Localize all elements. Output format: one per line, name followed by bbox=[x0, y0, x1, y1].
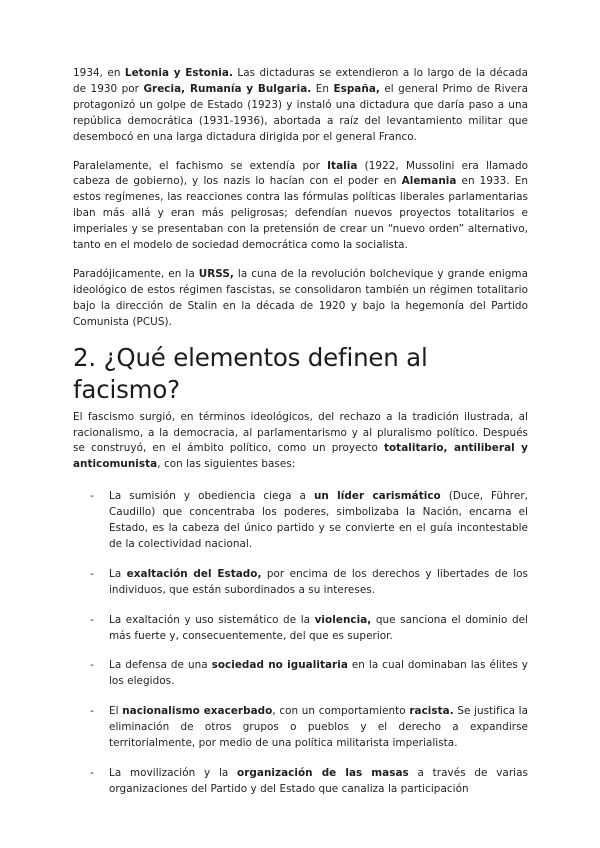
bold-text: exaltación del Estado, bbox=[126, 567, 262, 580]
bullet-dash: - bbox=[90, 767, 94, 779]
bold-text: violencia, bbox=[314, 613, 372, 626]
text: Paradójicamente, en la bbox=[73, 267, 199, 280]
list-item-text bbox=[109, 766, 528, 798]
bold-text: organización de las masas bbox=[237, 767, 409, 779]
bullet-dash: - bbox=[90, 705, 94, 718]
bold-text: Letonia y Estonia. bbox=[124, 67, 233, 79]
text: Las dictaduras se extendieron a lo largo de la década de 1930 por bbox=[73, 67, 528, 95]
section-heading: 2. ¿Qué elementos definen al facismo? bbox=[73, 342, 428, 404]
list-item bbox=[90, 613, 528, 645]
list-item-text bbox=[109, 704, 528, 752]
bullet-dash: - bbox=[90, 613, 94, 626]
bold-text: España, bbox=[333, 82, 380, 95]
bold-text: nacionalismo exacerbado bbox=[122, 705, 273, 718]
text: Se justifica la eliminación de otros grupos o pueblos y el derecho a expandirse territorialmente, por medio de una política militarista imperialista. bbox=[109, 705, 528, 750]
text: que sanciona el dominio del más fuerte y, consecuentemente, del que es superior. bbox=[109, 613, 528, 642]
text: en 1933. En estos regímenes, las reacciones contra las fórmulas políticas liberales parlamentarias iban más allá y eran más peligrosas; defendían nuevos proyectos totalitarios e imperiales y se presentaban con la pretensión de crear un “nuevo orden” alternativo, tanto en el modelo de sociedad democrática como la socialista. bbox=[73, 175, 528, 252]
text: La exaltación y uso sistemático de la bbox=[109, 613, 315, 626]
list-item-text bbox=[109, 489, 528, 553]
bold-text: Italia bbox=[327, 159, 358, 172]
bullet-dash: - bbox=[90, 659, 94, 672]
fascism-bases-list bbox=[73, 489, 528, 798]
bold-text: totalitario, antiliberal y anticomunista bbox=[73, 442, 528, 471]
text: 1934, en bbox=[73, 67, 125, 79]
text: El fascismo surgió, en términos ideológicos, del rechazo a la tradición ilustrada, al racionalismo, a la democracia, al parlamentarismo y al pluralismo político. Después se construyó, en el ámbito político, como un proyecto bbox=[73, 410, 528, 455]
text: La defensa de una bbox=[109, 659, 212, 672]
text: (1922, Mussolini era llamado cabeza de gobierno), y los nazis lo hacían con el poder en bbox=[73, 159, 528, 188]
text: , con un comportamiento bbox=[272, 705, 410, 718]
paragraph-fascism-origin bbox=[73, 410, 528, 474]
bold-text: Alemania bbox=[401, 175, 457, 188]
text: En bbox=[311, 82, 334, 95]
paragraph-urss bbox=[73, 267, 528, 331]
text: La sumisión y obediencia ciega a bbox=[109, 490, 314, 503]
bold-text: Grecia, Rumanía y Bulgaria. bbox=[143, 82, 312, 95]
text: (Duce, Führer, Caudillo) que concentraba los poderes, simbolizaba la Nación, encarna el Estado, es la cabeza del único partido y se convierte en el guía incontestable de la colectividad nacional. bbox=[109, 490, 528, 550]
paragraph-dictatorships bbox=[73, 66, 528, 146]
bold-text: URSS, bbox=[198, 267, 234, 280]
list-item bbox=[90, 658, 528, 690]
list-item-text bbox=[109, 567, 528, 599]
bold-text: racista. bbox=[409, 705, 454, 718]
list-item-text bbox=[109, 658, 528, 690]
bullet-dash: - bbox=[90, 567, 94, 580]
text: a través de varias organizaciones del Partido y del Estado que canaliza la participación bbox=[109, 767, 528, 795]
text: , con las siguientes bases: bbox=[157, 458, 296, 471]
text: El bbox=[109, 705, 123, 718]
bold-text: sociedad no igualitaria bbox=[211, 659, 348, 672]
text: La movilización y la bbox=[109, 767, 238, 779]
list-item bbox=[90, 489, 528, 553]
paragraph-fascism-spread bbox=[73, 159, 528, 254]
list-item bbox=[90, 567, 528, 599]
text: por encima de los derechos y libertades de los individuos, que están subordinados a su intereses. bbox=[109, 567, 528, 596]
list-item bbox=[90, 704, 528, 752]
list-item bbox=[90, 766, 528, 798]
text: en la cual dominaban las élites y los elegidos. bbox=[109, 659, 529, 688]
text: el general Primo de Rivera protagonizó un golpe de Estado (1923) y instaló una dictadura que daría paso a una república democrática (1931-1936), abortada a raíz del levantamiento militar que desembocó en una larga dictadura dirigida por el general Franco. bbox=[73, 82, 528, 143]
text: La bbox=[109, 567, 127, 580]
list-item-text bbox=[109, 613, 528, 645]
bold-text: un líder carismático bbox=[313, 490, 441, 503]
bullet-dash: - bbox=[90, 490, 94, 503]
text: la cuna de la revolución bolchevique y grande enigma ideológico de estos régimen fascistas, se consolidaron también un régimen totalitario bajo la dirección de Stalin en la década de 1920 y bajo la hegemonía del Partido Comunista (PCUS). bbox=[73, 267, 528, 328]
text: Paralelamente, el fachismo se extendía por bbox=[73, 159, 328, 172]
